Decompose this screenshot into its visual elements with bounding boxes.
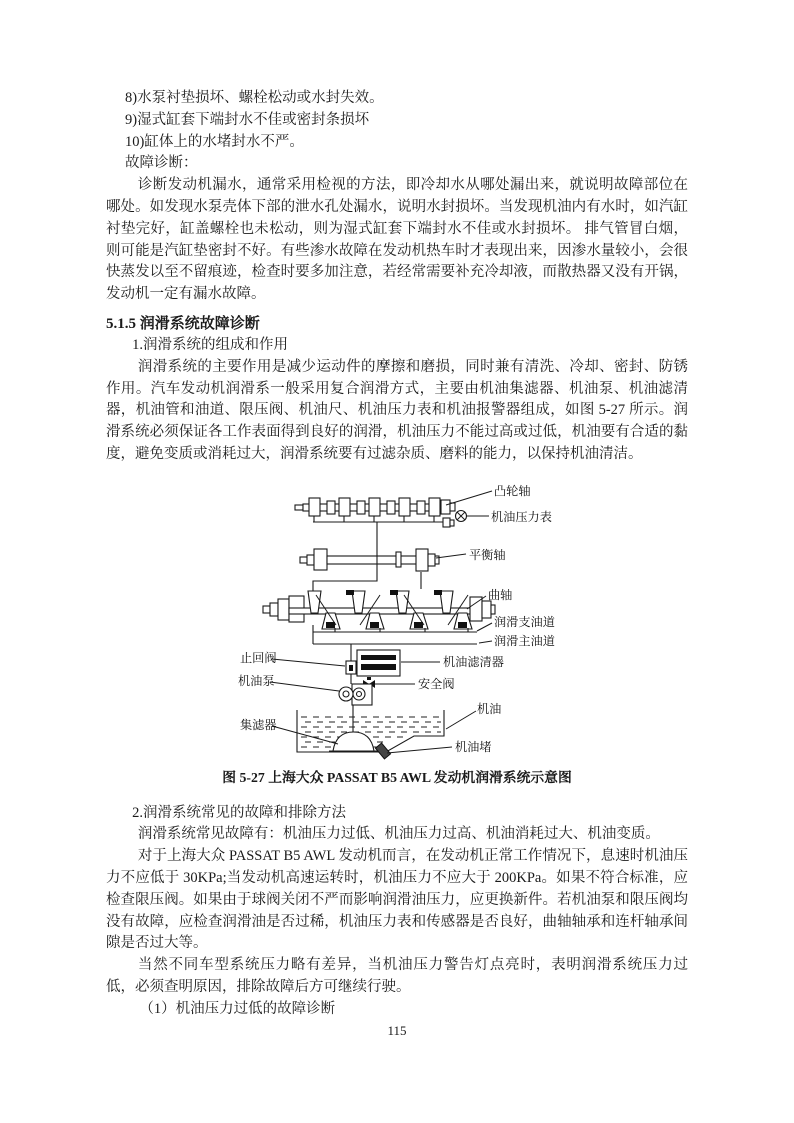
fault-diagnosis-label: 故障诊断： bbox=[125, 155, 198, 172]
paragraph-warning-lamp: 当然不同车型系统压力略有差异，当机油压力警告灯点亮时，表明润滑系统压力过低，必须查明原因，排除故障后方可继续行驶。 bbox=[106, 957, 688, 995]
oil-pump-drawing bbox=[339, 684, 372, 734]
paragraph-composition: 润滑系统的主要作用是减少运动件的摩擦和磨损，同时兼有清洗、冷却、密封、防锈作用。汽车发动机润滑系一般采用复合润滑方式，主要由机油集滤器、机油泵、机油滤清器，机油管和油道、限压阀、机油尺、机油压力表和机油报警器组成，如图 5-27 所示。润滑系统必须保证各工作表面得到良好的润滑，机油压力不能过高或过低，机油要有合适的黏度，避免变质或消耗过大，润滑系统要有过滤杂质、磨料的能力，以保持机油清洁。 bbox=[106, 358, 688, 462]
figure-5-27 bbox=[106, 478, 688, 765]
paragraph-fault-list: 润滑系统常见故障有：机油压力过低、机油压力过高、机油消耗过大、机油变质。 bbox=[137, 826, 660, 843]
oil-pan-drawing bbox=[297, 710, 444, 759]
list-item: 10)缸体上的水堵封水不严。 bbox=[125, 133, 304, 150]
balance-shaft-drawing bbox=[300, 549, 439, 571]
label-oil-filter: 机油滤清器 bbox=[443, 654, 504, 669]
strainer-drawing bbox=[329, 732, 379, 751]
label-oil-plug: 机油堵 bbox=[455, 739, 492, 754]
oil-filter-drawing bbox=[357, 650, 400, 676]
label-main-gallery: 润滑主油道 bbox=[494, 633, 555, 648]
check-valve-drawing bbox=[346, 661, 356, 674]
label-oil-pump: 机油泵 bbox=[238, 673, 275, 688]
crankshaft-drawing bbox=[263, 590, 495, 629]
lubrication-system-diagram bbox=[232, 478, 592, 763]
oil-galleries bbox=[313, 628, 477, 644]
label-camshaft: 凸轮轴 bbox=[494, 483, 531, 498]
camshaft-drawing bbox=[295, 498, 455, 516]
list-item: 9)湿式缸套下端封水不佳或密封条损坏 bbox=[125, 111, 370, 128]
drain-plug-drawing bbox=[375, 743, 390, 759]
list-item: 8)水泵衬垫损坏、螺栓松动或水封失效。 bbox=[125, 90, 384, 106]
label-balance-shaft: 平衡轴 bbox=[469, 547, 506, 562]
label-oil-pressure-gauge: 机油压力表 bbox=[491, 509, 552, 524]
section-heading: 5.1.5 润滑系统故障诊断 bbox=[106, 315, 260, 332]
paragraph-passat-pressure: 对于上海大众 PASSAT B5 AWL 发动机而言，在发动机正常工作情况下，息速时机油压力不应低于 30KPa;当发动机高速运转时，机油压力不应大于 200KPa。如果不符合标准，应检查限压阀。如果由于球阀关闭不严而影响润滑油压力，应更换新件。若机油泵和限压阀均没有故障，应检查润滑油是否过稀，机油压力表和传感器是否良好，曲轴轴承和连杆轴承间隙是否过大等。 bbox=[106, 848, 688, 952]
subheading-composition: 1.润滑系统的组成和作用 bbox=[132, 336, 288, 353]
label-safety-valve: 安全阀 bbox=[418, 676, 455, 691]
label-check-valve: 止回阀 bbox=[240, 650, 277, 665]
label-crankshaft: 曲轴 bbox=[488, 587, 513, 602]
label-strainer: 集滤器 bbox=[240, 717, 277, 732]
subheading-common-faults: 2.润滑系统常见的故障和排除方法 bbox=[132, 804, 346, 821]
paragraph-leak-diagnosis: 诊断发动机漏水，通常采用检视的方法，即冷却水从哪处漏出来，就说明故障部位在哪处。如发现水泵壳体下部的泄水孔处漏水，说明水封损坏。当发现机油内有水时，如汽缸衬垫完好，缸盖螺栓也未松动，则为湿式缸套下端封水不佳或水封损坏。 排气管冒白烟，则可能是汽缸垫密封不好。有些渗水故障在发动机热车时才表现出来，因渗水量较小，会很快蒸发以至不留痕迹，检查时要多加注意，若经常需要补充冷却液，而散热器又没有开锅，发动机一定有漏水故障。 bbox=[106, 177, 688, 303]
figure-caption: 图 5-27 上海大众 PASSAT B5 AWL 发动机润滑系统示意图 bbox=[222, 769, 572, 785]
text-block bbox=[106, 88, 688, 1021]
label-oil: 机油 bbox=[477, 701, 502, 716]
label-branch-gallery: 润滑支油道 bbox=[494, 614, 555, 629]
page-number: 115 bbox=[387, 1023, 407, 1038]
subheading-low-pressure: （1）机油压力过低的故障诊断 bbox=[139, 1000, 336, 1017]
